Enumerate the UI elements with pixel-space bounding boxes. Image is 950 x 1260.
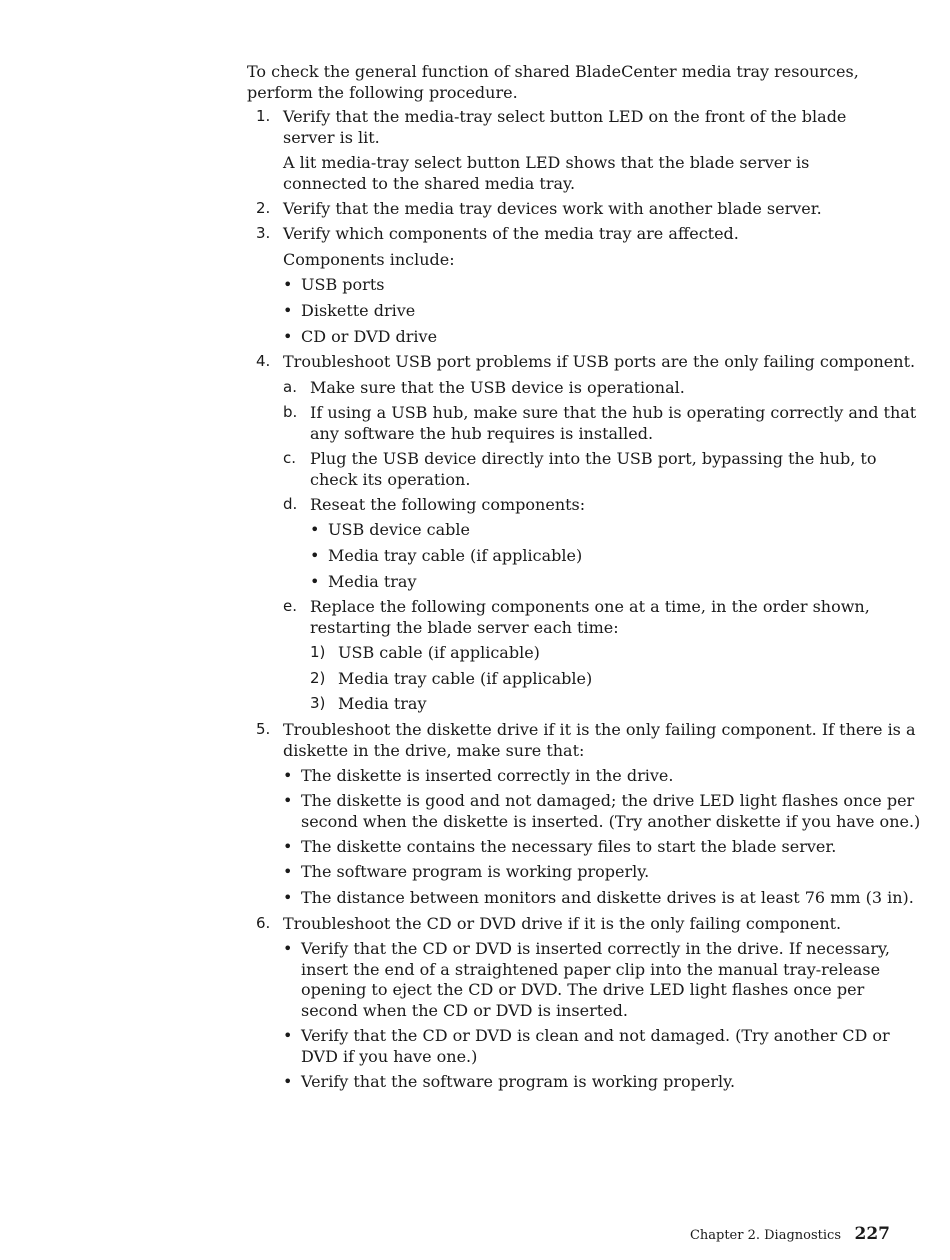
step-5-line1: Troubleshoot the diskette drive if it is the only failing component. If there is a <box>283 720 916 739</box>
step-4c-line1: Plug the USB device directly into the USB port, bypassing the hub, to <box>310 449 877 468</box>
cd-check-clean-line2: DVD if you have one.) <box>301 1047 478 1066</box>
component-usb-ports: USB ports <box>301 275 385 294</box>
component-diskette-drive: Diskette drive <box>301 301 416 320</box>
bullet-marker: • <box>283 766 293 785</box>
step-4c-marker: c. <box>283 449 297 467</box>
cd-check-clean-line1: Verify that the CD or DVD is clean and not damaged. (Try another CD or <box>301 1026 890 1045</box>
step-6-marker: 6. <box>256 914 271 932</box>
step-4a-marker: a. <box>283 378 297 396</box>
step-3-marker: 3. <box>256 224 271 242</box>
replace-item-media-tray: Media tray <box>338 694 427 713</box>
step-1-text: Verify that the media-tray select button LED on the front of the blade server is lit. <box>283 107 847 147</box>
step-4b-marker: b. <box>283 403 298 421</box>
reseat-item-media-tray: Media tray <box>328 572 417 591</box>
step-2-marker: 2. <box>256 199 271 217</box>
reseat-item-usb-device-cable: USB device cable <box>328 520 470 539</box>
bullet-marker: • <box>310 520 320 539</box>
cd-check-inserted-line1: Verify that the CD or DVD is inserted correctly in the drive. If necessary, <box>301 939 890 958</box>
step-3-components-label: Components include: <box>283 250 455 269</box>
step-4c-line2: check its operation. <box>310 470 471 489</box>
step-5-line2: diskette in the drive, make sure that: <box>283 741 585 760</box>
cd-check-inserted-line4: second when the CD or DVD is inserted. <box>301 1001 628 1020</box>
bullet-marker: • <box>283 301 293 320</box>
bullet-marker: • <box>283 1072 293 1091</box>
diskette-check-files: The diskette contains the necessary files to start the blade server. <box>301 837 837 856</box>
replace-item-3-marker: 3) <box>310 694 326 712</box>
step-2-text: Verify that the media tray devices work with another blade server. <box>283 199 822 218</box>
step-4e-line1: Replace the following components one at a time, in the order shown, <box>310 597 870 616</box>
step-4b-line1: If using a USB hub, make sure that the hub is operating correctly and that <box>310 403 917 422</box>
step-6-text: Troubleshoot the CD or DVD drive if it is the only failing component. <box>283 914 842 933</box>
component-cd-dvd-drive: CD or DVD drive <box>301 327 438 346</box>
bullet-marker: • <box>283 837 293 856</box>
cd-check-inserted-line2: insert the end of a straightened paper clip into the manual tray-release <box>301 960 881 979</box>
step-4e-line2: restarting the blade server each time: <box>310 618 619 637</box>
footer-chapter-label: Chapter 2. Diagnostics <box>689 1228 841 1243</box>
diskette-check-inserted: The diskette is inserted correctly in the drive. <box>301 766 674 785</box>
bullet-marker: • <box>283 791 293 810</box>
bullet-marker: • <box>283 327 293 346</box>
bullet-marker: • <box>283 275 293 294</box>
step-4a-text: Make sure that the USB device is operational. <box>310 378 685 397</box>
step-4e-marker: e. <box>283 597 297 615</box>
diskette-check-good-line2: second when the diskette is inserted. (Try another diskette if you have one.) <box>301 812 921 831</box>
step-3-text: Verify which components of the media tray are affected. <box>283 224 739 243</box>
diskette-check-software: The software program is working properly. <box>301 862 650 881</box>
cd-check-inserted-line3: opening to eject the CD or DVD. The drive LED light flashes once per <box>301 980 865 999</box>
replace-item-usb-cable: USB cable (if applicable) <box>338 643 540 662</box>
diskette-check-good-line1: The diskette is good and not damaged; the drive LED light flashes once per <box>301 791 915 810</box>
reseat-item-media-tray-cable: Media tray cable (if applicable) <box>328 546 583 565</box>
bullet-marker: • <box>283 939 293 958</box>
step-4d-text: Reseat the following components: <box>310 495 586 514</box>
bullet-marker: • <box>283 862 293 881</box>
step-4-text: Troubleshoot USB port problems if USB ports are the only failing component. <box>283 352 916 371</box>
step-1-note: A lit media-tray select button LED shows that the blade server is connected to the shared media tray. <box>283 153 810 193</box>
step-1-marker: 1. <box>256 107 271 125</box>
replace-item-2-marker: 2) <box>310 669 326 687</box>
step-4b-line2: any software the hub requires is installed. <box>310 424 654 443</box>
step-5-marker: 5. <box>256 720 271 738</box>
bullet-marker: • <box>283 888 293 907</box>
bullet-marker: • <box>310 546 320 565</box>
intro-paragraph: To check the general function of shared BladeCenter media tray resources, perform the following procedure. <box>247 62 859 102</box>
step-4d-marker: d. <box>283 495 298 513</box>
bullet-marker: • <box>310 572 320 591</box>
step-4-marker: 4. <box>256 352 271 370</box>
page-number: 227 <box>854 1224 890 1244</box>
bullet-marker: • <box>283 1026 293 1045</box>
replace-item-1-marker: 1) <box>310 643 326 661</box>
diskette-check-distance: The distance between monitors and diskette drives is at least 76 mm (3 in). <box>301 888 914 907</box>
replace-item-media-tray-cable: Media tray cable (if applicable) <box>338 669 593 688</box>
cd-check-software: Verify that the software program is working properly. <box>301 1072 736 1091</box>
